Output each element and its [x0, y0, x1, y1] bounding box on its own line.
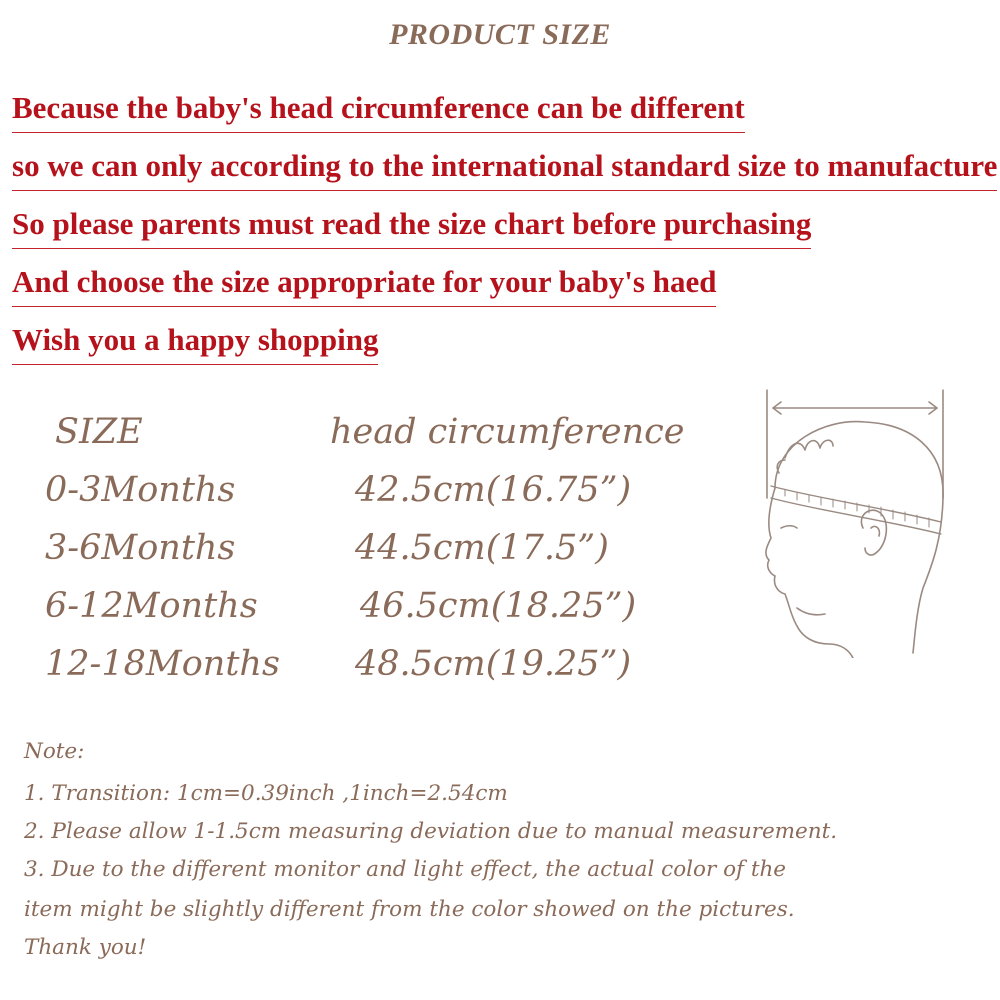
note-line: item might be slightly different from the color showed on the pictures.	[24, 897, 795, 922]
note-line: 2. Please allow 1-1.5cm measuring deviation due to manual measurement.	[24, 819, 838, 844]
circumference-cell: 44.5cm(17.5”)	[355, 528, 609, 568]
note-line: Thank you!	[24, 935, 147, 960]
circumference-cell: 48.5cm(19.25”)	[355, 644, 632, 684]
size-cell: 6-12Months	[45, 586, 258, 626]
notice-line: Wish you a happy shopping	[12, 320, 378, 365]
size-cell: 12-18Months	[45, 644, 280, 684]
notice-line: so we can only according to the international standard size to manufacture	[12, 146, 997, 191]
page-title: PRODUCT SIZE	[389, 18, 611, 51]
note-line: 3. Due to the different monitor and light effect, the actual color of the	[24, 857, 787, 882]
baby-head-measurement-icon	[745, 388, 955, 658]
circumference-cell: 46.5cm(18.25”)	[360, 586, 637, 626]
note-line: 1. Transition: 1cm=0.39inch ,1inch=2.54cm	[24, 781, 508, 806]
notice-line: So please parents must read the size chart before purchasing	[12, 204, 811, 249]
notice-line: And choose the size appropriate for your baby's haed	[12, 262, 716, 307]
notice-line: Because the baby's head circumference can be different	[12, 88, 745, 133]
circumference-cell: 42.5cm(16.75”)	[355, 470, 632, 510]
ear	[861, 510, 886, 555]
head-outline	[775, 422, 943, 653]
notes-heading: Note:	[24, 739, 85, 764]
size-cell: 0-3Months	[45, 470, 236, 510]
circumference-column-header: head circumference	[330, 412, 685, 452]
size-column-header: SIZE	[55, 412, 143, 452]
size-cell: 3-6Months	[45, 528, 236, 568]
